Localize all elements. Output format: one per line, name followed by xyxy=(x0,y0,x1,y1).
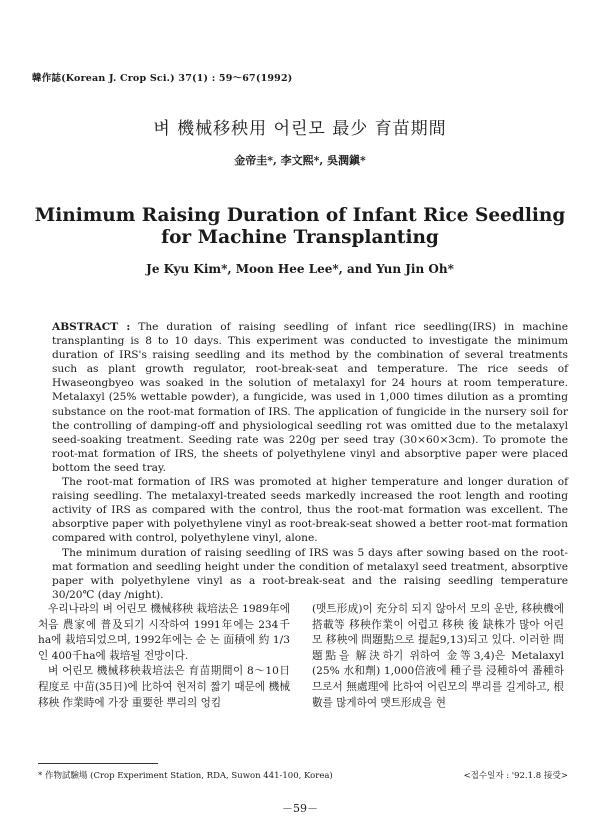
affiliation-footnote: * 作物試驗場 (Crop Experiment Station, RDA, Suwon 441-100, Korea) xyxy=(38,771,333,781)
abstract-paragraph-1 xyxy=(52,320,568,475)
abstract-paragraph-3: The minimum duration of raising seedling of IRS was 5 days after sowing based on the root-mat formation and seedling height under the condition of metalaxyl seed treatment, absorptive paper with polyethylene vinyl as a root-break-seat and the raising seedling temperature 30/20℃ (day /night). xyxy=(52,546,568,601)
abstract-text-1: The duration of raising seedling of infant rice seedling(IRS) in machine transplanting is 8 to 10 days. This experiment was conducted to investigate the minimum duration of IRS's raising seedling and its method by the combination of several treatments such as plant growth regulator, root-break-seat and temperature. The rice seeds of Hwaseongbyeo was soaked in the solution of metalaxyl for 24 hours at room temperature. Metalaxyl (25% wettable powder), a fungicide, was used in 1,000 times dilution as a promting substance on the root-mat formation of IRS. The application of fungicide in the nursery soil for the controlling of damping-off and physiological seedling rot was omitted due to the metalaxyl seed-soaking treatment. Seeding rate was 220g per seed tray (30×60×3cm). To promote the root-mat formation of IRS, the sheets of polyethylene vinyl and absorptive paper were placed bottom the seed tray. xyxy=(52,321,568,474)
body-paragraph: 우리나라의 벼 어린모 機械移秧 栽培法은 1989年에 처음 農家에 普及되기 시작하여 1991年에는 234千ha에 栽培되었으며, 1992年에는 순 논 面積에 約 1/3인 400千ha에 栽培될 전망이다. xyxy=(38,603,290,662)
english-title-line1: Minimum Raising Duration of Infant Rice Seedling xyxy=(34,205,566,226)
abstract-paragraph-2: The root-mat formation of IRS was promoted at higher temperature and longer duration of raising seedling. The metalaxyl-treated seeds markedly increased the root length and rooting activity of IRS as compared with the control, thus the root-mat formation was excellent. The absorptive paper with polyethylene vinyl as root-break-seat showed a better root-mat formation compared with control, polyethylene vinyl, alone. xyxy=(52,476,568,545)
body-column-left xyxy=(38,602,290,711)
korean-authors: 金帝圭*, 李文熙*, 吳潤鎭* xyxy=(234,154,366,167)
english-title xyxy=(0,205,600,249)
body-paragraph: 벼 어린모 機械移秧栽培法은 育苗期間이 8～10日 程度로 中苗(35日)에 比하여 현저히 짧기 때문에 機械移秧 作業時에 가장 重要한 뿌리의 엉킴 xyxy=(38,665,290,709)
english-authors: Je Kyu Kim*, Moon Hee Lee*, and Yun Jin Oh* xyxy=(146,262,454,276)
abstract xyxy=(52,320,568,602)
body-column-right xyxy=(312,602,564,711)
journal-citation: 韓作誌(Korean J. Crop Sci.) 37(1) : 59～67(1992) xyxy=(32,73,293,84)
page-number: －59－ xyxy=(282,802,318,815)
received-date: <접수일자 : '92.1.8 接受> xyxy=(463,771,568,781)
footnote-divider xyxy=(38,763,158,764)
english-title-line2: for Machine Transplanting xyxy=(161,227,439,248)
abstract-label: ABSTRACT : xyxy=(52,321,131,333)
korean-title: 벼 機械移秧用 어린모 最少 育苗期間 xyxy=(153,119,447,139)
body-paragraph: (맷트形成)이 充分히 되지 않아서 모의 운반, 移秧機에 搭載等 移秧作業이 어렵고 移秧 後 缺株가 많아 어린모 移秧에 問題點으로 提起9,13)되고 있다. 이러한 問題點을 解決하기 위하여 金等3,4)은 Metalaxyl (25% 水和劑) 1,000倍液에 種子를 浸種하여 番種하므로서 無處理에 比하여 어린모의 뿌리를 길게하고, 根數를 많게하여 맷트形成을 현 xyxy=(312,603,564,709)
